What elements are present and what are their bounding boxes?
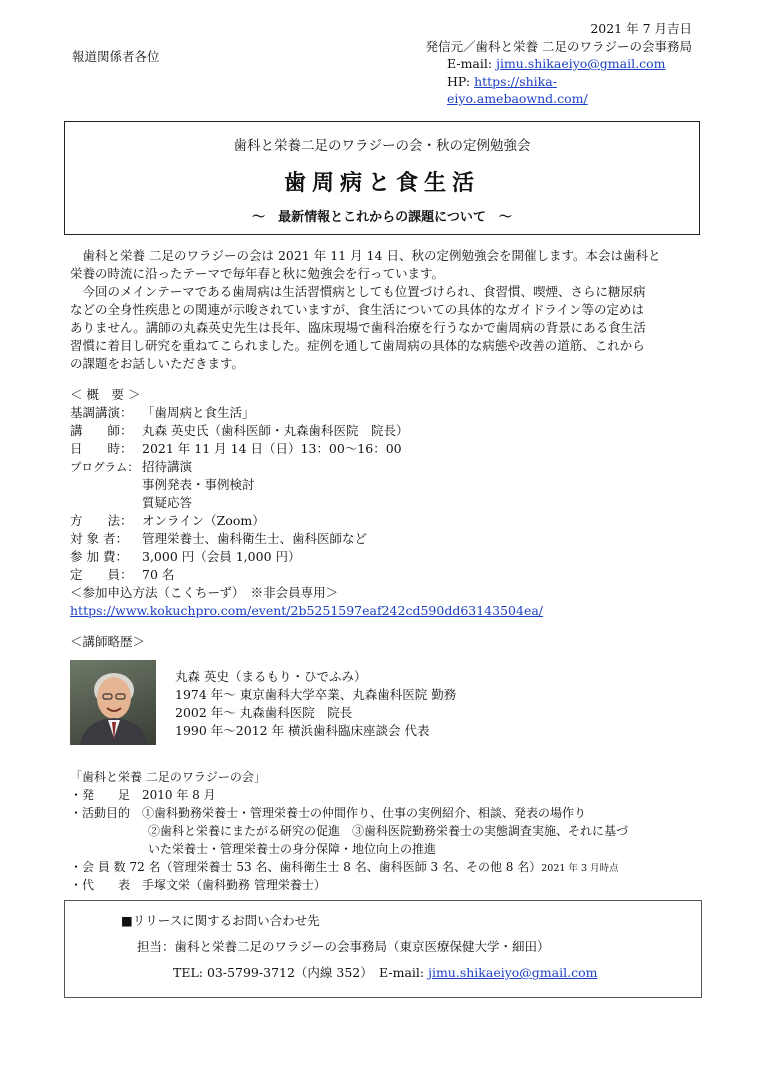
speaker-history: 1990 年～2012 年 横浜歯科臨床座談会 代表 [175, 723, 430, 738]
event-title: 歯周病と食生活 [283, 170, 480, 196]
recipient: 報道関係者各位 [72, 49, 160, 64]
intro-text [70, 247, 700, 373]
intro-line: ありません。講師の丸森英史先生は長年、臨床現場で歯科治療を行うなかで歯周病の背景にある食生活 [70, 320, 646, 335]
overview-row [70, 440, 700, 458]
org-section [70, 768, 700, 894]
row-value: 丸森 英史氏（歯科医師・丸森歯科医院 院長） [142, 423, 409, 438]
email-label: E-mail: [447, 56, 497, 71]
sender: 発信元／歯科と栄養 二足のワラジーの会事務局 [425, 38, 692, 54]
row-value: 「歯周病と食生活」 [142, 405, 255, 420]
apply-section [70, 584, 700, 620]
speaker-heading: ＜講師略歴＞ [70, 634, 146, 649]
row-label: 基調講演： [70, 405, 133, 420]
row-label: プログラム： [70, 460, 139, 474]
speaker-portrait-icon [70, 660, 156, 745]
row-label: 参 加 費： [70, 549, 128, 564]
sender-block [392, 20, 692, 108]
row-value: 2021 年 11 月 14 日（日）13：00～16：00 [142, 441, 402, 456]
intro-line: 栄養の時流に沿ったテーマで毎年春と秋に勉強会を行っています。 [70, 266, 445, 281]
event-subtitle: 歯科と栄養二足のワラジーの会・秋の定例勉強会 [233, 138, 531, 154]
row-label: 講 師： [70, 423, 133, 438]
org-purpose [70, 804, 700, 822]
overview-heading: ＜ 概 要 ＞ [70, 387, 141, 402]
apply-heading: ＜参加申込方法（こくちーず） ※非会員専用＞ [70, 585, 339, 600]
speaker-photo [70, 660, 156, 745]
contact-box [64, 900, 702, 998]
event-tagline: ～ 最新情報とこれからの課題について ～ [252, 210, 512, 225]
intro-line: の課題をお話しいただきます。 [70, 356, 245, 371]
contact-tel-text: TEL: 03-5799-3712（内線 352） E-mail: [173, 965, 429, 980]
apply-link[interactable]: https://www.kokuchpro.com/event/2b5251597eaf242cd590dd63143504ea/ [70, 603, 544, 618]
speaker-name: 丸森 英史（まるもり・ひでふみ） [175, 669, 367, 684]
row-value: オンライン（Zoom） [142, 513, 265, 528]
org-representative: ・代 表 手塚文栄（歯科勤務 管理栄養士） [70, 878, 326, 892]
hp-label: HP: [447, 73, 475, 89]
email-line [392, 55, 692, 73]
speaker-bio [175, 668, 675, 740]
intro-line: 習慣に着目し研究を重ねてこられました。症例を通して歯周病の具体的な病態や改善の道筋、これから [70, 338, 645, 353]
overview-row [70, 404, 700, 422]
row-value: 管理栄養士、歯科衛生士、歯科医師など [142, 531, 368, 546]
row-value: 招待講演 [142, 459, 193, 474]
overview-row [70, 512, 700, 530]
speaker-history: 2002 年～ 丸森歯科医院 院長 [175, 705, 353, 720]
row-value: 質疑応答 [142, 495, 193, 510]
hp-line [392, 73, 692, 108]
overview-section [70, 386, 700, 584]
intro-line: などの全身性疾患との関連が示唆されていますが、食生活についての具体的なガイドライン等の定めは [70, 302, 645, 317]
row-value: 事例発表・事例検討 [142, 477, 255, 492]
members-note: 2021 年 3 月時点 [541, 863, 619, 874]
purpose-label: ・活動目的 [70, 806, 143, 820]
org-members [70, 858, 700, 876]
org-founded: ・発 足 2010 年 8 月 [70, 788, 216, 802]
row-label: 定 員： [70, 567, 133, 582]
intro-line: 今回のメインテーマである歯周病は生活習慣病としても位置づけられ、食習慣、喫煙、さらに糖尿病 [70, 284, 646, 299]
contact-person: 担当：歯科と栄養二足のワラジーの会事務局（東京医療保健大学・細田） [137, 939, 550, 954]
hp-link[interactable]: https://shika-eiyo.amebaownd.com/ [447, 73, 588, 106]
overview-row [70, 566, 700, 584]
overview-row [70, 548, 700, 566]
purpose-item: ②歯科と栄養にまたがる研究の促進 ③歯科医院勤務栄養士の実態調査実施、それに基づ [148, 824, 629, 838]
row-label: 日 時： [70, 441, 133, 456]
overview-row [70, 458, 700, 476]
contact-email-link[interactable]: jimu.shikaeiyo@gmail.com [428, 965, 598, 980]
title-box [64, 121, 700, 235]
purpose-item: いた栄養士・管理栄養士の身分保障・地位向上の推進 [148, 842, 437, 856]
contact-tel [173, 963, 597, 981]
speaker-history: 1974 年～ 東京歯科大学卒業、丸森歯科医院 勤務 [175, 687, 457, 702]
contact-heading: ■リリースに関するお問い合わせ先 [121, 913, 320, 928]
overview-row [70, 422, 700, 440]
members-count: ・会 員 数 72 名（管理栄養士 53 名、歯科衛生士 8 名、歯科医師 3 名、その他 8 名） [70, 860, 542, 874]
overview-row [70, 530, 700, 548]
row-value: 70 名 [142, 567, 175, 582]
row-value: 3,000 円（会員 1,000 円） [142, 549, 301, 564]
email-link[interactable]: jimu.shikaeiyo@gmail.com [496, 56, 666, 71]
row-label: 対 象 者： [70, 531, 128, 546]
purpose-item: ①歯科勤務栄養士・管理栄養士の仲間作り、仕事の実例紹介、相談、発表の場作り [142, 806, 587, 820]
overview-row [70, 476, 700, 494]
org-name: 「歯科と栄養 二足のワラジーの会」 [70, 770, 266, 784]
intro-line: 歯科と栄養 二足のワラジーの会は 2021 年 11 月 14 日、秋の定例勉強会を開催します。本会は歯科と [70, 248, 661, 263]
overview-row [70, 494, 700, 512]
release-date: 2021 年 7 月吉日 [590, 21, 692, 36]
row-label: 方 法： [70, 513, 133, 528]
